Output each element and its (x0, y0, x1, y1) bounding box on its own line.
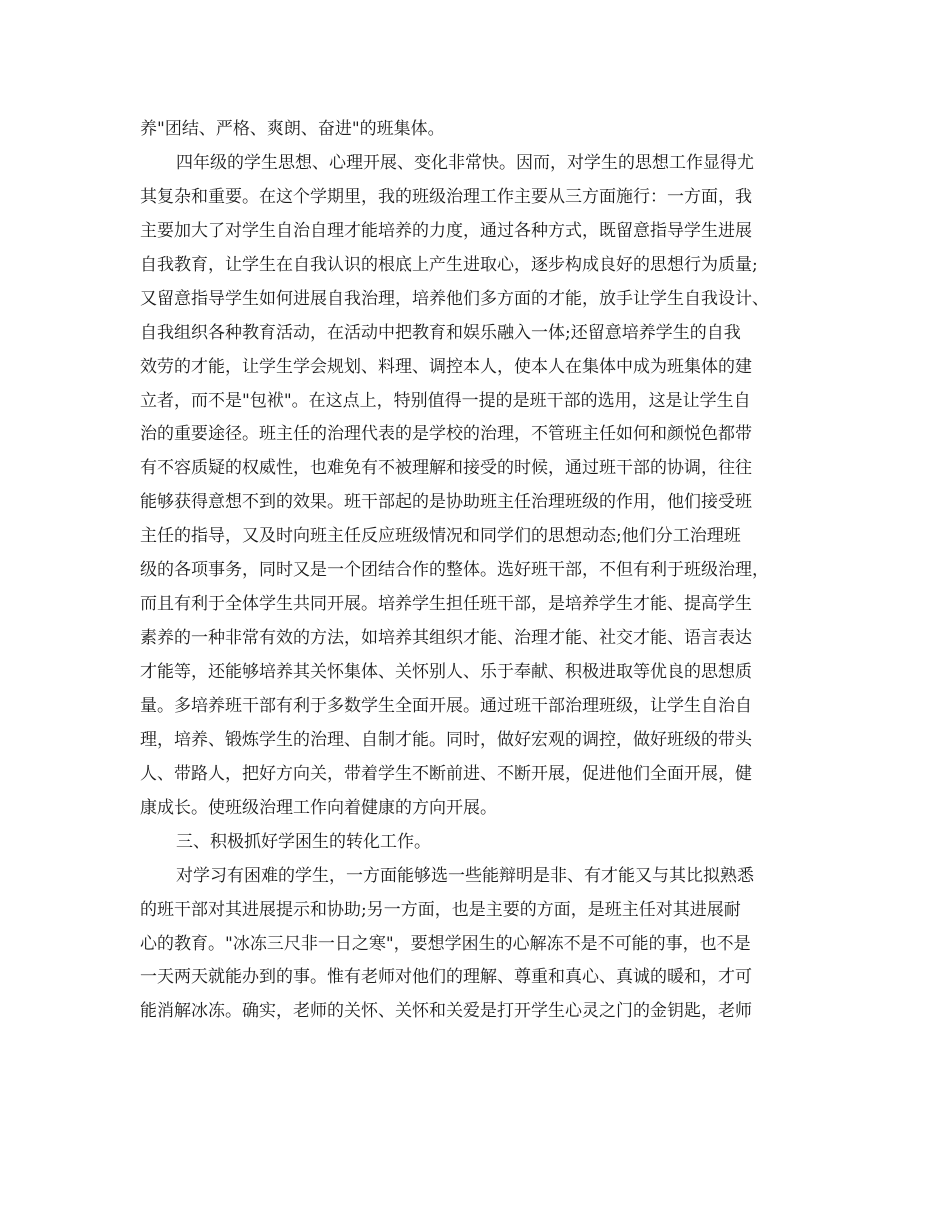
text-line: 养"团结、严格、爽朗、奋进"的班集体。 (140, 119, 445, 139)
text-line: 的班干部对其进展提示和协助;另一方面，也是主要的方面，是班主任对其进展耐 (140, 899, 741, 920)
text-line: 素养的一种非常有效的方法，如培养其组织才能、治理才能、社交才能、语言表达 (140, 628, 752, 649)
text-line: 有不容质疑的权威性，也难免有不被理解和接受的时候，通过班干部的协调，往往 (140, 458, 752, 479)
text-line: 康成长。使班级治理工作向着健康的方向开展。 (140, 797, 497, 818)
text-line: 四年级的学生思想、心理开展、变化非常快。因而，对学生的思想工作显得尤 (176, 152, 754, 173)
document-body (140, 113, 820, 1029)
text-line: 级的各项事务，同时又是一个团结合作的整体。选好班干部，不但有利于班级治理， (140, 560, 769, 581)
text-line: 一天两天就能办到的事。惟有老师对他们的理解、尊重和真心、真诚的暖和，才可 (140, 967, 752, 988)
text-line: 其复杂和重要。在这个学期里，我的班级治理工作主要从三方面施行：一方面，我 (140, 186, 752, 207)
text-line: 三、积极抓好学困生的转化工作。 (176, 831, 431, 852)
text-line: 又留意指导学生如何进展自我治理，培养他们多方面的才能，放手让学生自我设计、 (140, 288, 769, 309)
text-line: 能消解冰冻。确实，老师的关怀、关怀和关爱是打开学生心灵之门的金钥匙，老师 (140, 1001, 752, 1022)
text-line: 自我教育，让学生在自我认识的根底上产生进取心，逐步构成良好的思想行为质量; (140, 254, 758, 275)
text-line: 能够获得意想不到的效果。班干部起的是协助班主任治理班级的作用，他们接受班 (140, 492, 752, 513)
text-line: 量。多培养班干部有利于多数学生全面开展。通过班干部治理班级，让学生自治自 (140, 695, 752, 716)
text-line: 才能等，还能够培养其关怀集体、关怀别人、乐于奉献、积极进取等优良的思想质 (140, 662, 752, 682)
text-line: 对学习有困难的学生，一方面能够选一些能辩明是非、有才能又与其比拟熟悉 (176, 865, 754, 886)
text-line: 心的教育。"冰冻三尺非一日之寒"，要想学困生的心解冻不是不可能的事，也不是 (140, 933, 751, 954)
text-line: 主要加大了对学生自治自理才能培养的力度，通过各种方式，既留意指导学生进展 (140, 220, 752, 241)
text-lines (140, 113, 820, 1029)
text-line: 而且有利于全体学生共同开展。培养学生担任班干部，是培养学生才能、提高学生 (140, 594, 752, 615)
text-line: 理，培养、锻炼学生的治理、自制才能。同时，做好宏观的调控，做好班级的带头 (140, 729, 752, 750)
text-line: 效劳的才能，让学生学会规划、料理、调控本人，使本人在集体中成为班集体的建 (140, 356, 752, 377)
text-line: 人、带路人，把好方向关，带着学生不断前进、不断开展，促进他们全面开展，健 (140, 763, 752, 784)
text-line: 治的重要途径。班主任的治理代表的是学校的治理，不管班主任如何和颜悦色都带 (140, 424, 752, 445)
text-line: 立者，而不是"包袱"。在这点上，特别值得一提的是班干部的选用，这是让学生自 (140, 390, 751, 411)
text-line: 自我组织各种教育活动，在活动中把教育和娱乐融入一体;还留意培养学生的自我 (140, 322, 741, 343)
text-line: 主任的指导，又及时向班主任反应班级情况和同学们的思想动态;他们分工治理班 (140, 526, 741, 547)
